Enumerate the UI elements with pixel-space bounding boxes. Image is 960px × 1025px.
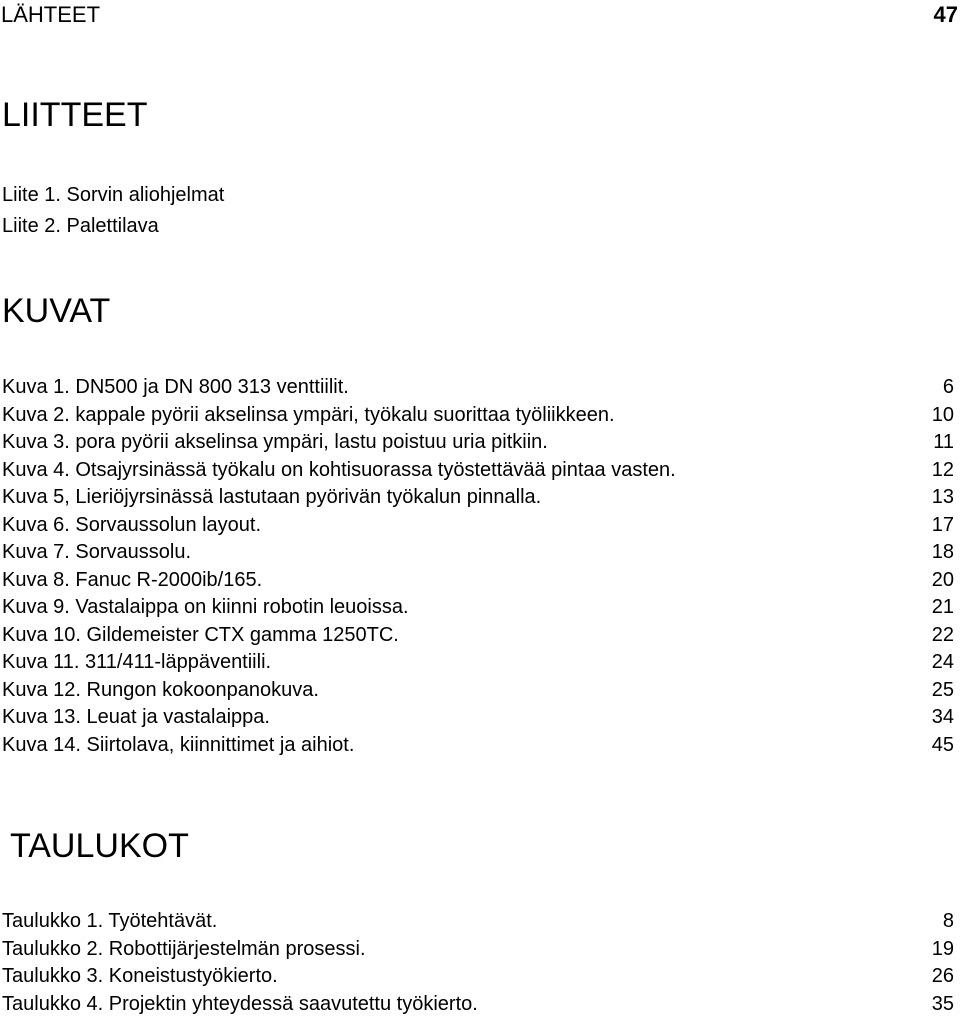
kuva-page-number: 18: [931, 541, 954, 563]
taulukko-entry: [2, 991, 954, 1019]
taulukko-page-number: 35: [931, 992, 954, 1015]
kuva-page-number: 25: [931, 678, 954, 701]
kuva-page-number: 20: [931, 568, 954, 591]
kuva-label: Kuva 12. Rungon kokoonpanokuva.: [2, 678, 319, 701]
kuva-entry: [2, 732, 954, 760]
kuva-label: Kuva 1. DN500 ja DN 800 313 venttiilit.: [2, 376, 349, 398]
taulukko-entry: [2, 963, 954, 991]
kuva-label: Kuva 9. Vastalaippa on kiinni robotin leuoissa.: [2, 596, 409, 618]
page-number: 47: [933, 2, 958, 27]
liitteet-heading: LIITTEET: [2, 96, 148, 134]
kuva-entry: [2, 429, 954, 457]
kuva-page-number: 17: [931, 513, 954, 536]
kuva-label: Kuva 8. Fanuc R-2000ib/165.: [2, 568, 263, 591]
kuva-label: Kuva 14. Siirtolava, kiinnittimet ja aihiot.: [2, 733, 355, 756]
kuvat-list: [2, 374, 954, 759]
kuvat-heading: KUVAT: [2, 292, 111, 330]
kuva-entry: [2, 677, 954, 705]
kuva-page-number: 10: [931, 403, 954, 426]
taulukko-entry: [2, 936, 954, 964]
kuva-label: Kuva 3. pora pyörii akselinsa ympäri, lastu poistuu uria pitkiin.: [2, 431, 548, 453]
kuva-entry: [2, 594, 954, 622]
kuva-entry: [2, 539, 954, 567]
taulukko-page-number: 8: [942, 910, 954, 932]
kuva-label: Kuva 10. Gildemeister CTX gamma 1250TC.: [2, 623, 399, 646]
kuva-label: Kuva 5, Lieriöjyrsinässä lastutaan pyörivän työkalun pinnalla.: [2, 486, 542, 508]
taulukko-entry: [2, 908, 954, 936]
kuva-entry: [2, 512, 954, 540]
kuva-page-number: 22: [931, 623, 954, 646]
kuva-label: Kuva 4. Otsajyrsinässä työkalu on kohtisuorassa työstettävää pintaa vasten.: [2, 458, 676, 481]
kuva-entry: [2, 649, 954, 677]
kuva-entry: [2, 622, 954, 650]
section-title: LÄHTEET: [1, 2, 101, 27]
kuva-page-number: 21: [931, 596, 954, 618]
kuva-page-number: 24: [931, 651, 954, 673]
kuva-page-number: 6: [942, 376, 954, 398]
taulukko-page-number: 26: [931, 965, 954, 987]
kuva-label: Kuva 6. Sorvaussolun layout.: [2, 513, 262, 536]
taulukko-label: Taulukko 4. Projektin yhteydessä saavutettu työkierto.: [2, 992, 478, 1015]
taulukko-label: Taulukko 2. Robottijärjestelmän prosessi.: [2, 937, 366, 960]
kuva-entry: [2, 457, 954, 485]
taulukot-list: [2, 908, 954, 1018]
liite-item: Liite 1. Sorvin aliohjelmat: [2, 184, 225, 206]
kuva-entry: [2, 402, 954, 430]
taulukot-heading: TAULUKOT: [10, 827, 189, 865]
liite-item: Liite 2. Palettilava: [2, 215, 159, 237]
kuva-page-number: 13: [931, 486, 954, 508]
kuva-entry: [2, 704, 954, 732]
kuva-entry: [2, 567, 954, 595]
taulukko-label: Taulukko 1. Työtehtävät.: [2, 910, 218, 932]
kuva-label: Kuva 2. kappale pyörii akselinsa ympäri, työkalu suorittaa työliikkeen.: [2, 403, 615, 426]
kuva-entry: [2, 484, 954, 512]
liitteet-list: [2, 180, 224, 242]
kuva-entry: [2, 374, 954, 402]
page-header: [0, 2, 958, 32]
kuva-page-number: 11: [933, 431, 954, 453]
taulukko-label: Taulukko 3. Koneistustyökierto.: [2, 965, 278, 987]
kuva-page-number: 34: [931, 706, 954, 728]
kuva-label: Kuva 13. Leuat ja vastalaippa.: [2, 706, 270, 728]
taulukko-page-number: 19: [931, 937, 954, 960]
kuva-page-number: 45: [931, 733, 954, 756]
kuva-label: Kuva 7. Sorvaussolu.: [2, 541, 191, 563]
kuva-page-number: 12: [931, 458, 954, 481]
kuva-label: Kuva 11. 311/411-läppäventiili.: [2, 651, 272, 673]
